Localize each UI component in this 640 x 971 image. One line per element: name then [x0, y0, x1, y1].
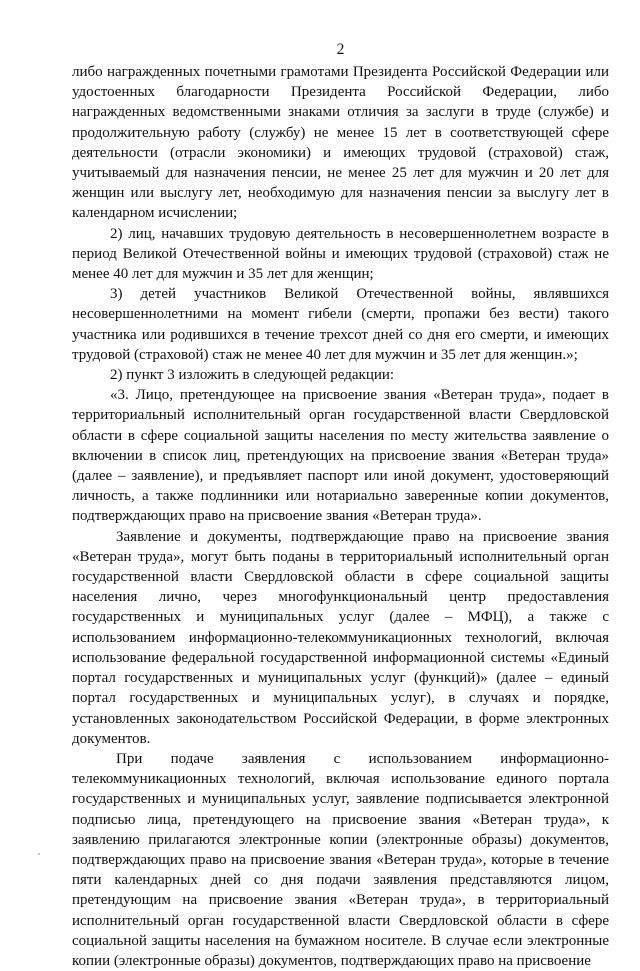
page-number: 2 [336, 41, 345, 58]
paragraph-item-2: 2) лиц, начавших трудовую деятельность в несовершеннолетнем возрасте в период Великой Отечественной войны и имеющих трудовой (страховой) стаж не менее 40 лет для мужчин и 35 лет для женщин; [72, 225, 609, 283]
paragraph-item-3: 3) детей участников Великой Отечественной войны, являвшихся несовершеннолетними на момент гибели (смерти, пропажи без вести) такого участника или родившихся в течение трехсот дней со дня его смерти, и имеющих трудовой (страховой) стаж не менее 40 лет для мужчин и 35 лет для женщин.»; [72, 286, 609, 363]
paragraph-continuation: либо награжденных почетными грамотами Президента Российской Федерации или удостоенных благодарности Президента Российской Федерации, либо награжденных ведомственными знаками отличия за заслуги в труде (службе) и продолжительную работу (службу) не менее 15 лет в соответствующей сфере деятельности (отрасли экономики) и имеющих трудовой (страховой) стаж, учитываемый для назначения пенсии, не менее 25 лет для мужчин и 20 лет для женщин или выслугу лет, необходимую для назначения пенсии за выслугу лет в календарном исчислении; [72, 64, 609, 222]
scan-speck [38, 853, 40, 855]
paragraph-electronic-submission: При подаче заявления с использованием информационно-телекоммуникационных технологий, включая использование единого портала государственных и муниципальных услуг, заявление подписывается электронной подписью лица, претендующего на присвоение звания «Ветеран труда», к заявлению прилагаются электронные копии (электронные образы) документов, подтверждающих право на присвоение звания «Ветеран труда», которые в течение пяти календарных дней со дня подачи заявления представляются лицом, претендующим на присвоение звания «Ветеран труда», в территориальный исполнительный орган государственной власти Свердловской области в сфере социальной защиты населения на бумажном носителе. В случае если электронные копии (электронные образы) документов, подтверждающих право на присвоение [72, 750, 609, 969]
paragraph-amendment-point-2: 2) пункт 3 изложить в следующей редакции: [110, 367, 395, 384]
paragraph-clause-3: «3. Лицо, претендующее на присвоение звания «Ветеран труда», подает в территориальный исполнительный орган государственной власти Свердловской области в сфере социальной защиты населения по месту жительства заявление о включении в список лиц, претендующих на присвоение звания «Ветеран труда» (далее – заявление), и предъявляет паспорт или иной документ, удостоверяющий личность, а также подлинники или нотариально заверенные копии документов, подтверждающих право на присвоение звания «Ветеран труда». [72, 387, 609, 525]
paragraph-submission-methods: Заявление и документы, подтверждающие право на присвоение звания «Ветеран труда», могут быть поданы в территориальный исполнительный орган государственной власти Свердловской области в сфере социальной защиты населения лично, через многофункциональный центр предоставления государственных и муниципальных услуг (далее – МФЦ), а также с использованием информационно-телекоммуникационных технологий, включая использование федеральной государственной информационной системы «Единый портал государственных и муниципальных услуг (функций)» (далее – единый портал государственных и муниципальных услуг), в случаях и порядке, установленных законодательством Российской Федерации, в форме электронных документов. [72, 528, 609, 747]
document-page [72, 40, 609, 971]
